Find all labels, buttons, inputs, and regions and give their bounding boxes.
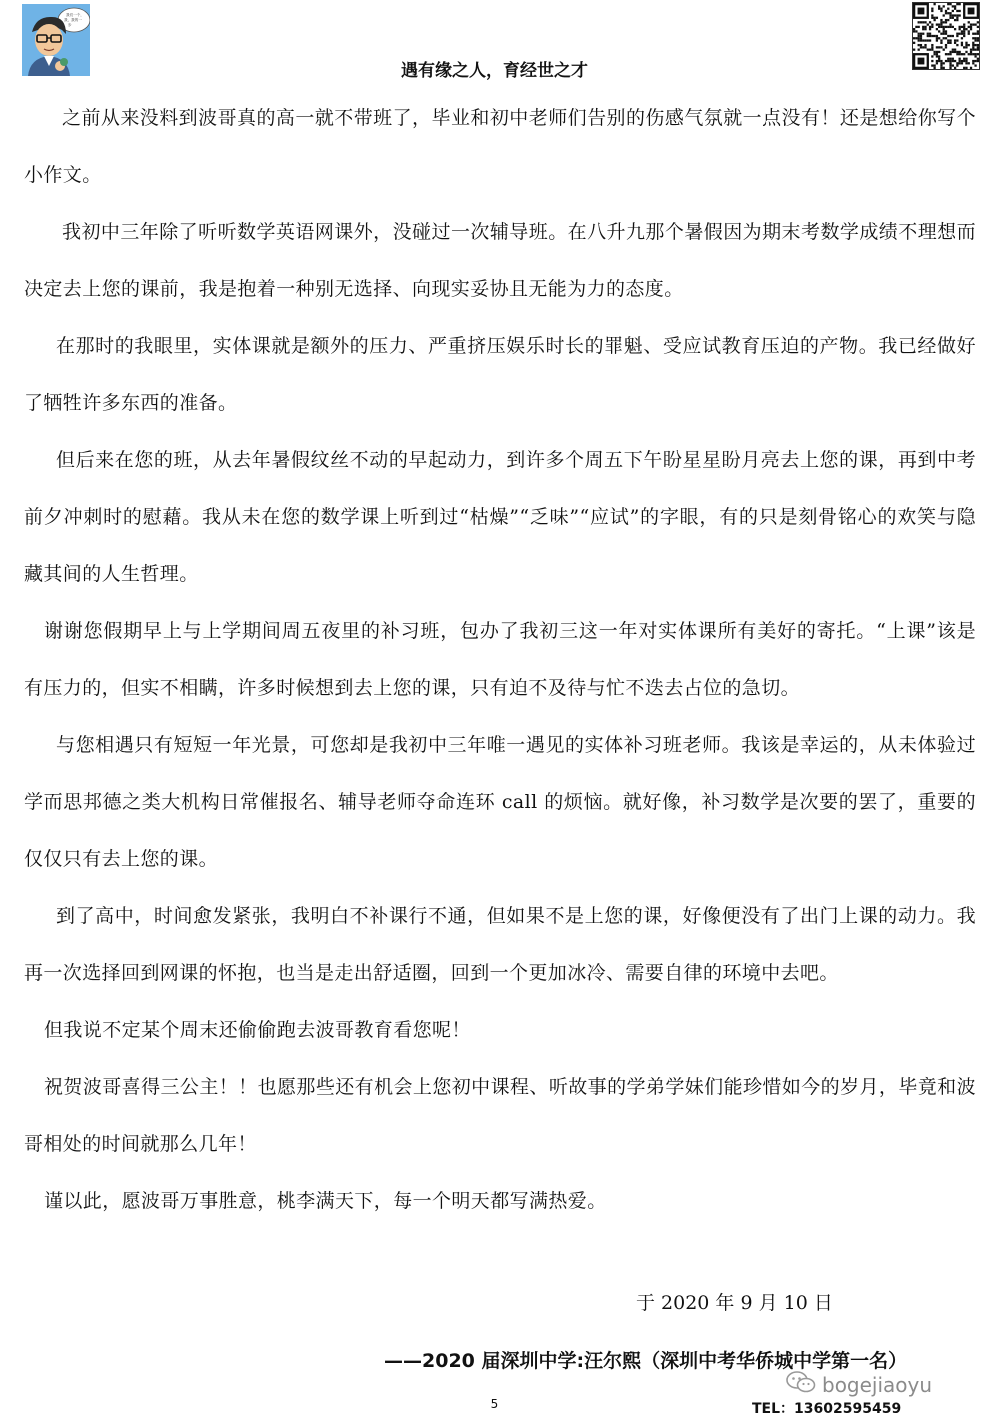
paragraph: 之前从来没料到波哥真的高一就不带班了，毕业和初中老师们告别的伤感气氛就一点没有！还是想给你写个小作文。 (24, 107, 976, 186)
letter-signature: ——2020 届深圳中学:汪尔熙（深圳中考华侨城中学第一名） (384, 1350, 908, 1372)
letter-date: 于 2020 年 9 月 10 日 (636, 1292, 833, 1314)
paragraph: 但我说不定某个周末还偷偷跑去波哥教育看您呢！ (44, 1019, 471, 1041)
paragraph: 到了高中，时间愈发紧张，我明白不补课行不通，但如果不是上您的课，好像便没有了出门上课的动力。我再一次选择回到网课的怀抱，也当是走出舒适圈，回到一个更加冰冷、需要自律的环境中去吧。 (24, 905, 976, 984)
contact-tel: TEL：13602595459 (752, 1401, 902, 1417)
paragraph: 我初中三年除了听听数学英语网课外，没碰过一次辅导班。在八升九那个暑假因为期末考数学成绩不理想而决定去上您的课前，我是抱着一种别无选择、向现实妥协且无能为力的态度。 (24, 221, 976, 300)
paragraph: 谨以此，愿波哥万事胜意，桃李满天下，每一个明天都写满热爱。 (44, 1190, 607, 1212)
wechat-icon (786, 1370, 816, 1399)
svg-text:我们一个，: 我们一个， (66, 13, 84, 17)
header-motto: 遇有缘之人，育经世之才 (401, 61, 588, 81)
paragraph: 在那时的我眼里，实体课就是额外的压力、严重挤压娱乐时长的罪魁、受应试教育压迫的产物。我已经做好了牺牲许多东西的准备。 (24, 335, 976, 414)
svg-text:步: 步 (68, 23, 72, 27)
paragraph: 与您相遇只有短短一年光景，可您却是我初中三年唯一遇见的实体补习班老师。我该是幸运的，从未体验过学而思邦德之类大机构日常催报名、辅导老师夺命连环 call 的烦恼。就好像，补习数学是次要的罢了，重要的仅仅只有去上您的课。 (24, 734, 976, 870)
page-number: 5 (490, 1397, 499, 1411)
paragraph: 但后来在您的班，从去年暑假纹丝不动的早起动力，到许多个周五下午盼星星盼月亮去上您的课，再到中考前夕冲刺时的慰藉。我从未在您的数学课上听到过“枯燥”“乏味”“应试”的字眼，有的只是刻骨铭心的欢笑与隐藏其间的人生哲理。 (24, 449, 976, 585)
watermark-text: bogejiaoyu (822, 1372, 933, 1397)
paragraph: 谢谢您假期早上与上学期间周五夜里的补习班，包办了我初三这一年对实体课所有美好的寄托。“上课”该是有压力的，但实不相瞒，许多时候想到去上您的课，只有迫不及待与忙不迭去占位的急切。 (24, 620, 976, 699)
watermark (786, 1370, 932, 1399)
paragraph: 祝贺波哥喜得三公主！！也愿那些还有机会上您初中课程、听故事的学弟学妹们能珍惜如今的岁月，毕竟和波哥相处的时间就那么几年！ (24, 1076, 976, 1155)
letter-body (24, 90, 976, 1230)
svg-text:我，我的一: 我，我的一 (64, 18, 82, 22)
